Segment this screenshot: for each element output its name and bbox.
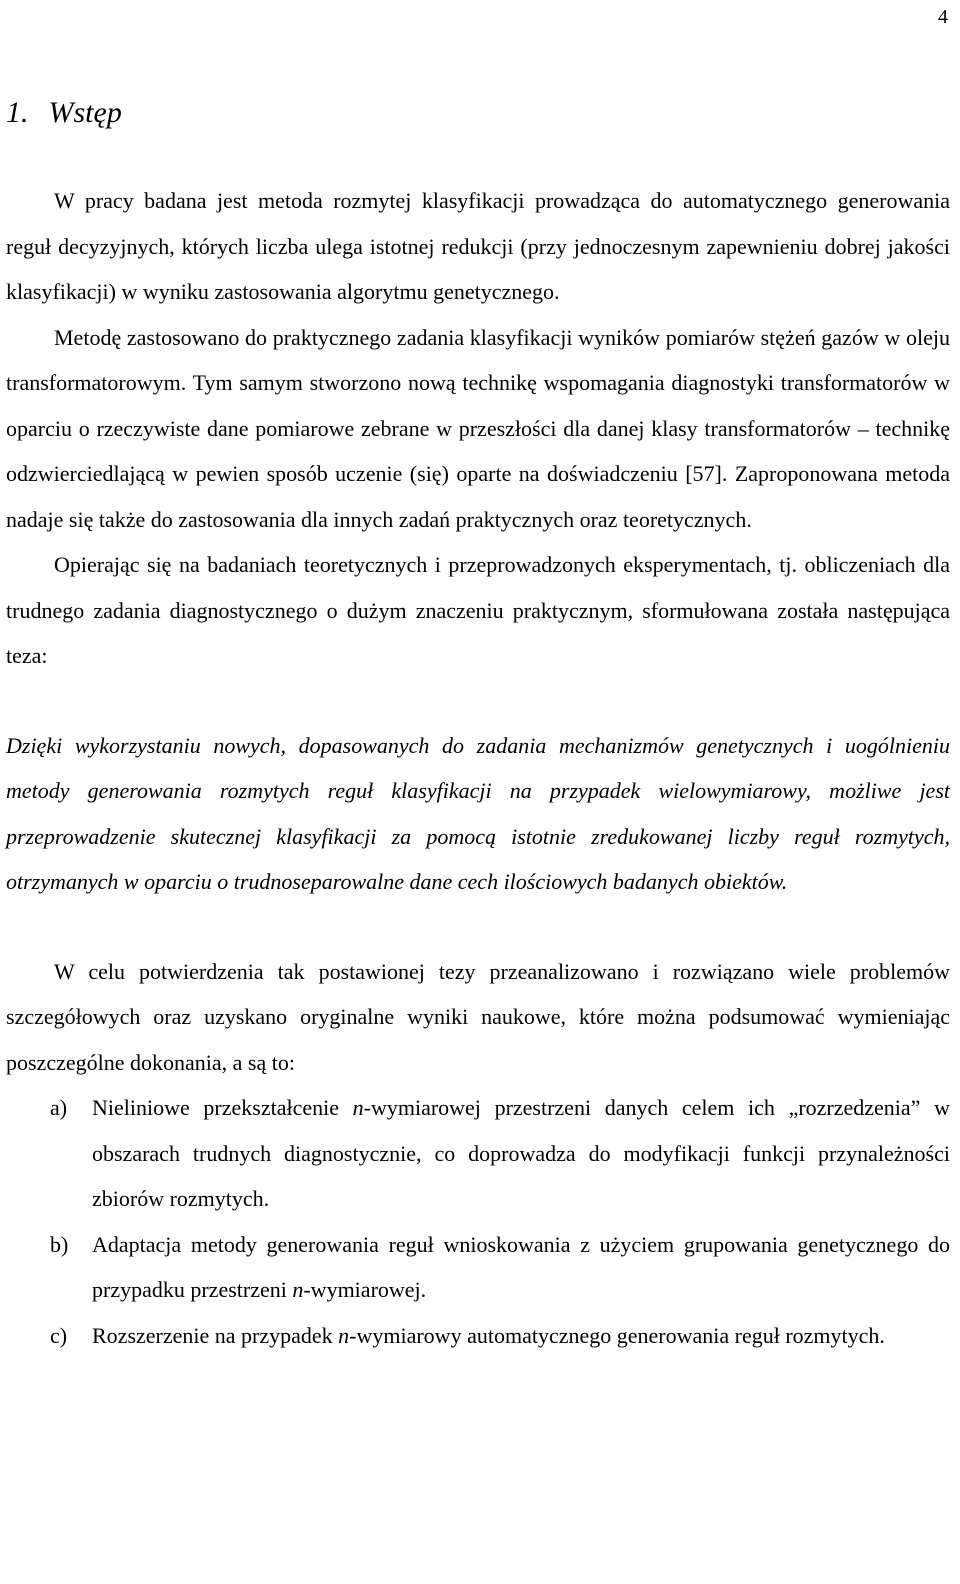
- paragraph-method: Metodę zastosowano do praktycznego zadania klasyfikacji wyników pomiarów stężeń gazów w oleju transformatorowym. Tym samym stworzono nową technikę wspomagania diagnostyki transformatorów w oparciu o rzeczywiste dane pomiarowe zebrane w przeszłości dla danej klasy transformatorów – technikę odzwierciedlającą w pewien sposób uczenie (się) oparte na doświadczeniu [57]. Zaproponowana metoda nadaje się także do zastosowania dla innych zadań praktycznych oraz teoretycznych.: [6, 324, 950, 532]
- results-list: [6, 1085, 950, 1358]
- list-marker: a): [50, 1095, 68, 1120]
- section-title: Wstęp: [48, 96, 122, 129]
- paragraph-results-intro: W celu potwierdzenia tak postawionej tezy przeanalizowano i rozwiązano wiele problemów szczegółowych oraz uzyskano oryginalne wyniki naukowe, które można podsumować wymieniając poszczególne dokonania, a są to:: [6, 958, 950, 1075]
- section-heading: [6, 96, 122, 130]
- list-item: c) Rozszerzenie na przypadek n-wymiarowy automatycznego generowania reguł rozmytych.: [6, 1313, 950, 1359]
- paragraph-thesis-lead: Opierając się na badaniach teoretycznych i przeprowadzonych eksperymentach, tj. obliczeniach dla trudnego zadania diagnostycznego o dużym znaczeniu praktycznym, sformułowana została następująca teza:: [6, 552, 950, 668]
- thesis-statement: Dzięki wykorzystaniu nowych, dopasowanych do zadania mechanizmów genetycznych i uogólnieniu metody generowania rozmytych reguł klasyfikacji na przypadek wielowymiarowy, możliwe jest przeprowadzenie skutecznej klasyfikacji za pomocą istotnie zredukowanej liczby reguł rozmytych, otrzymanych w oparciu o trudnoseparowalne dane cech ilościowych badanych obiektów.: [6, 732, 950, 894]
- list-item: a) Nieliniowe przekształcenie n-wymiarowej przestrzeni danych celem ich „rozrzedzenia” w obszarach trudnych diagnostycznie, co doprowadza do modyfikacji funkcji przynależności zbiorów rozmytych.: [6, 1085, 950, 1222]
- body-text: [6, 178, 950, 1358]
- section-number: 1.: [6, 96, 29, 129]
- list-marker: c): [50, 1322, 68, 1348]
- list-item: b) Adaptacja metody generowania reguł wnioskowania z użyciem grupowania genetycznego do przypadku przestrzeni n-wymiarowej.: [6, 1222, 950, 1313]
- page-number: 4: [938, 6, 948, 28]
- list-marker: b): [50, 1231, 69, 1257]
- paragraph-intro: W pracy badana jest metoda rozmytej klasyfikacji prowadząca do automatycznego generowania reguł decyzyjnych, których liczba ulega istotnej redukcji (przy jednoczesnym zapewnieniu dobrej jakości klasyfikacji) w wyniku zastosowania algorytmu genetycznego.: [6, 188, 950, 304]
